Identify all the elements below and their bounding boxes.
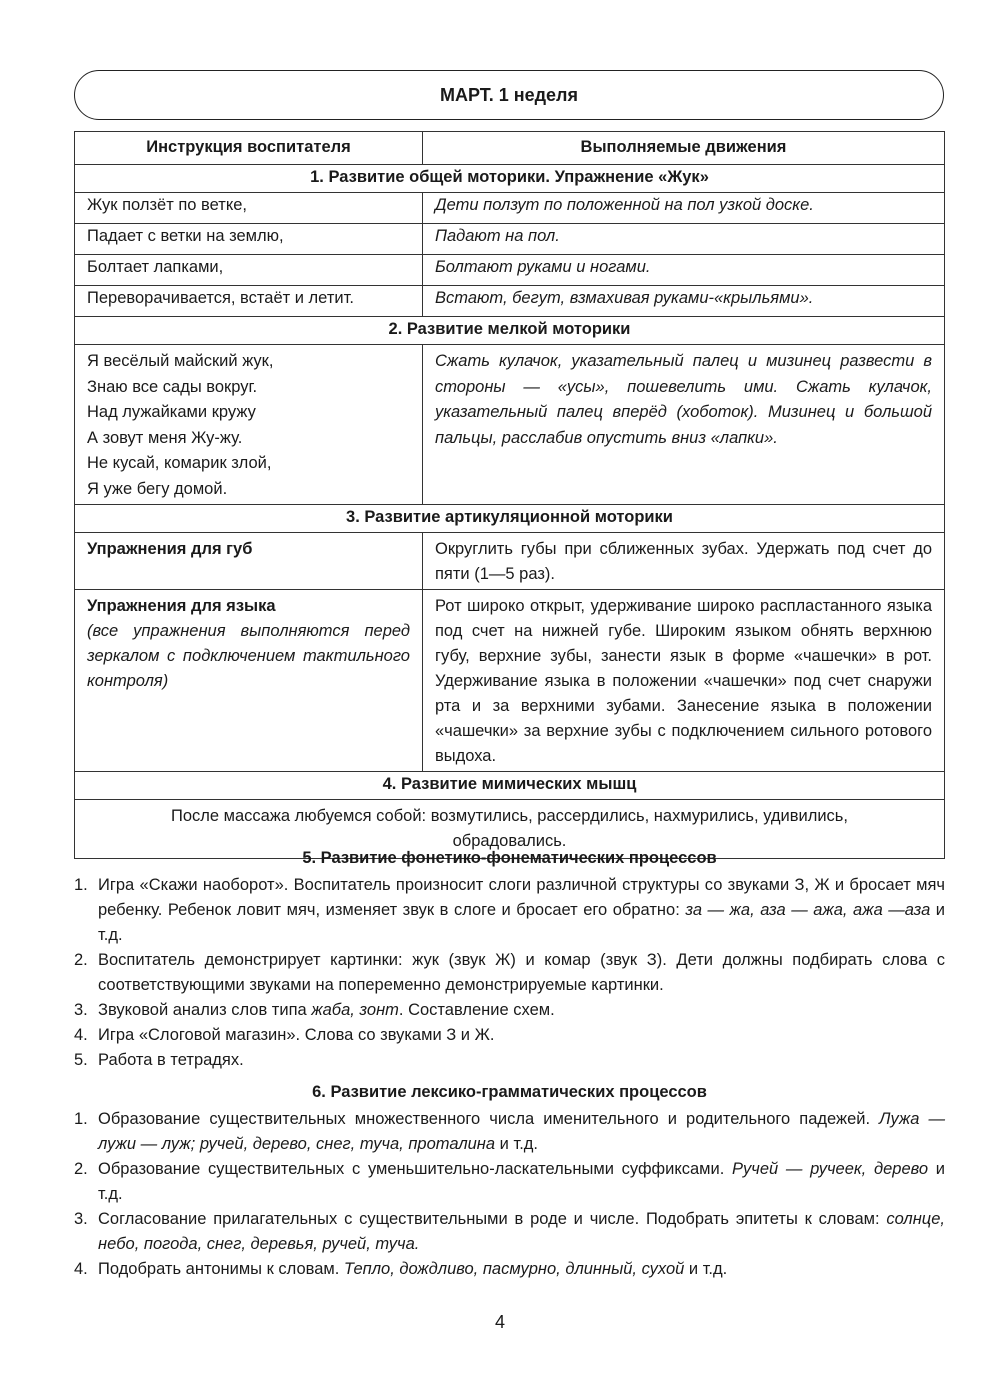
section-title-lexical: 6. Развитие лексико-грамматических процессов (312, 1083, 707, 1101)
movement-cell: Падают на пол. (423, 224, 945, 255)
page-number: 4 (494, 1312, 505, 1332)
poem-line: Знаю все сады вокруг. (87, 377, 258, 396)
instruction-cell: Переворачивается, встаёт и летит. (75, 286, 423, 317)
section-title-phonetic: 5. Развитие фонетико-фонематических процессов (302, 849, 717, 867)
movement-cell: Встают, бегут, взмахивая руками-«крыльями». (423, 286, 945, 317)
page-title: МАРТ. 1 неделя (74, 70, 944, 120)
list-item: 5. Работа в тетрадях. (74, 1051, 244, 1069)
movement-cell: Дети ползут по положенной на пол узкой доске. (423, 193, 945, 224)
section-title-facial-muscles: 4. Развитие мимических мышц (75, 772, 945, 800)
tongue-exercise-cell (75, 590, 423, 772)
section-title-fine-motor: 2. Развитие мелкой моторики (75, 317, 945, 345)
table-row (75, 533, 945, 590)
instruction-cell: Болтает лапками, (75, 255, 423, 286)
lips-exercise-text: Округлить губы при сближенных зубах. Удержать под счет до пяти (1—5 раз). (423, 533, 945, 590)
list-item: 2. Образование существительных с уменьшительно-ласкательными суффиксами. Ручей — ручеек, дерево и т.д. (74, 1160, 945, 1203)
tongue-exercise-label: Упражнения для языка (87, 597, 276, 615)
lips-exercise-label: Упражнения для губ (75, 533, 423, 590)
movement-cell: Болтают руками и ногами. (423, 255, 945, 286)
exercise-table (74, 131, 945, 859)
facial-muscles-text: После массажа любуемся собой: возмутились, рассердились, нахмурились, удивились, обрадовались. (75, 800, 945, 859)
tongue-exercise-text: Рот широко открыт, удерживание широко распластанного языка под счет на нижней губе. Широким языком обнять верхнюю губу, верхние зубы, занести язык в форме «чашечки» в рот. Удерживание языка в положении «чашечки» под счет снаружи рта и за верхними зубами. Занесение языка в положении «чашечки» за верхние зубы с подключением сильного ротового выдоха. (423, 590, 945, 772)
tongue-exercise-note: (все упражнения выполняются перед зеркалом с подключением тактильного контроля) (87, 622, 410, 690)
poem-line: Я весёлый майский жук, (87, 352, 274, 370)
fine-motor-actions: Сжать кулачок, указательный палец и мизинец развести в стороны — «усы», пошевелить ими. Сжать кулачок, указательный палец вперёд (хоботок). Мизинец и большой пальцы, расслабив опустить вниз «лапки». (423, 345, 945, 505)
table-row (75, 345, 945, 505)
table-row (75, 255, 945, 286)
instruction-cell: Жук ползёт по ветке, (75, 193, 423, 224)
column-header-movements: Выполняемые движения (423, 132, 945, 165)
table-row (75, 193, 945, 224)
instruction-cell: Падает с ветки на землю, (75, 224, 423, 255)
section-title-articulation: 3. Развитие артикуляционной моторики (75, 505, 945, 533)
list-item: 1. Игра «Скажи наоборот». Воспитатель произносит слоги различной структуры со звуками З, Ж и бросает мяч ребенку. Ребенок ловит мяч, изменяет звук в слоге и бросает его обратно: за — жа, аза — ажа, ажа —аза и т.д. (74, 876, 945, 944)
lexical-list (74, 1107, 945, 1282)
list-item: 3. Звуковой анализ слов типа жаба, зонт. Составление схем. (74, 1001, 555, 1019)
phonetic-list (74, 873, 945, 1073)
poem-line: Над лужайками кружу (87, 403, 256, 421)
table-header-row (75, 132, 945, 165)
list-item: 1. Образование существительных множественного числа именительного и родительного падежей. Лужа — лужи — луж; ручей, дерево, снег, туча, проталина и т.д. (74, 1110, 945, 1153)
list-item: 2. Воспитатель демонстрирует картинки: жук (звук Ж) и комар (звук З). Дети должны подбирать слова с соответствующими звуками на попеременно демонстрируемые картинки. (74, 951, 945, 994)
poem-line: Не кусай, комарик злой, (87, 454, 272, 472)
list-item: 3. Согласование прилагательных с существительными в роде и числе. Подобрать эпитеты к словам: солнце, небо, погода, снег, деревья, ручей, туча. (74, 1210, 945, 1253)
section-title-general-motor: 1. Развитие общей моторики. Упражнение «Жук» (75, 165, 945, 193)
table-row (75, 286, 945, 317)
list-item: 4. Подобрать антонимы к словам. Тепло, дождливо, пасмурно, длинный, сухой и т.д. (74, 1260, 728, 1278)
column-header-instruction: Инструкция воспитателя (75, 132, 423, 165)
poem-line: Я уже бегу домой. (87, 479, 228, 498)
table-row (75, 590, 945, 772)
list-item: 4. Игра «Слоговой магазин». Слова со звуками З и Ж. (74, 1026, 495, 1044)
poem-line: А зовут меня Жу-жу. (87, 428, 243, 447)
table-row (75, 224, 945, 255)
poem-cell (75, 345, 423, 505)
